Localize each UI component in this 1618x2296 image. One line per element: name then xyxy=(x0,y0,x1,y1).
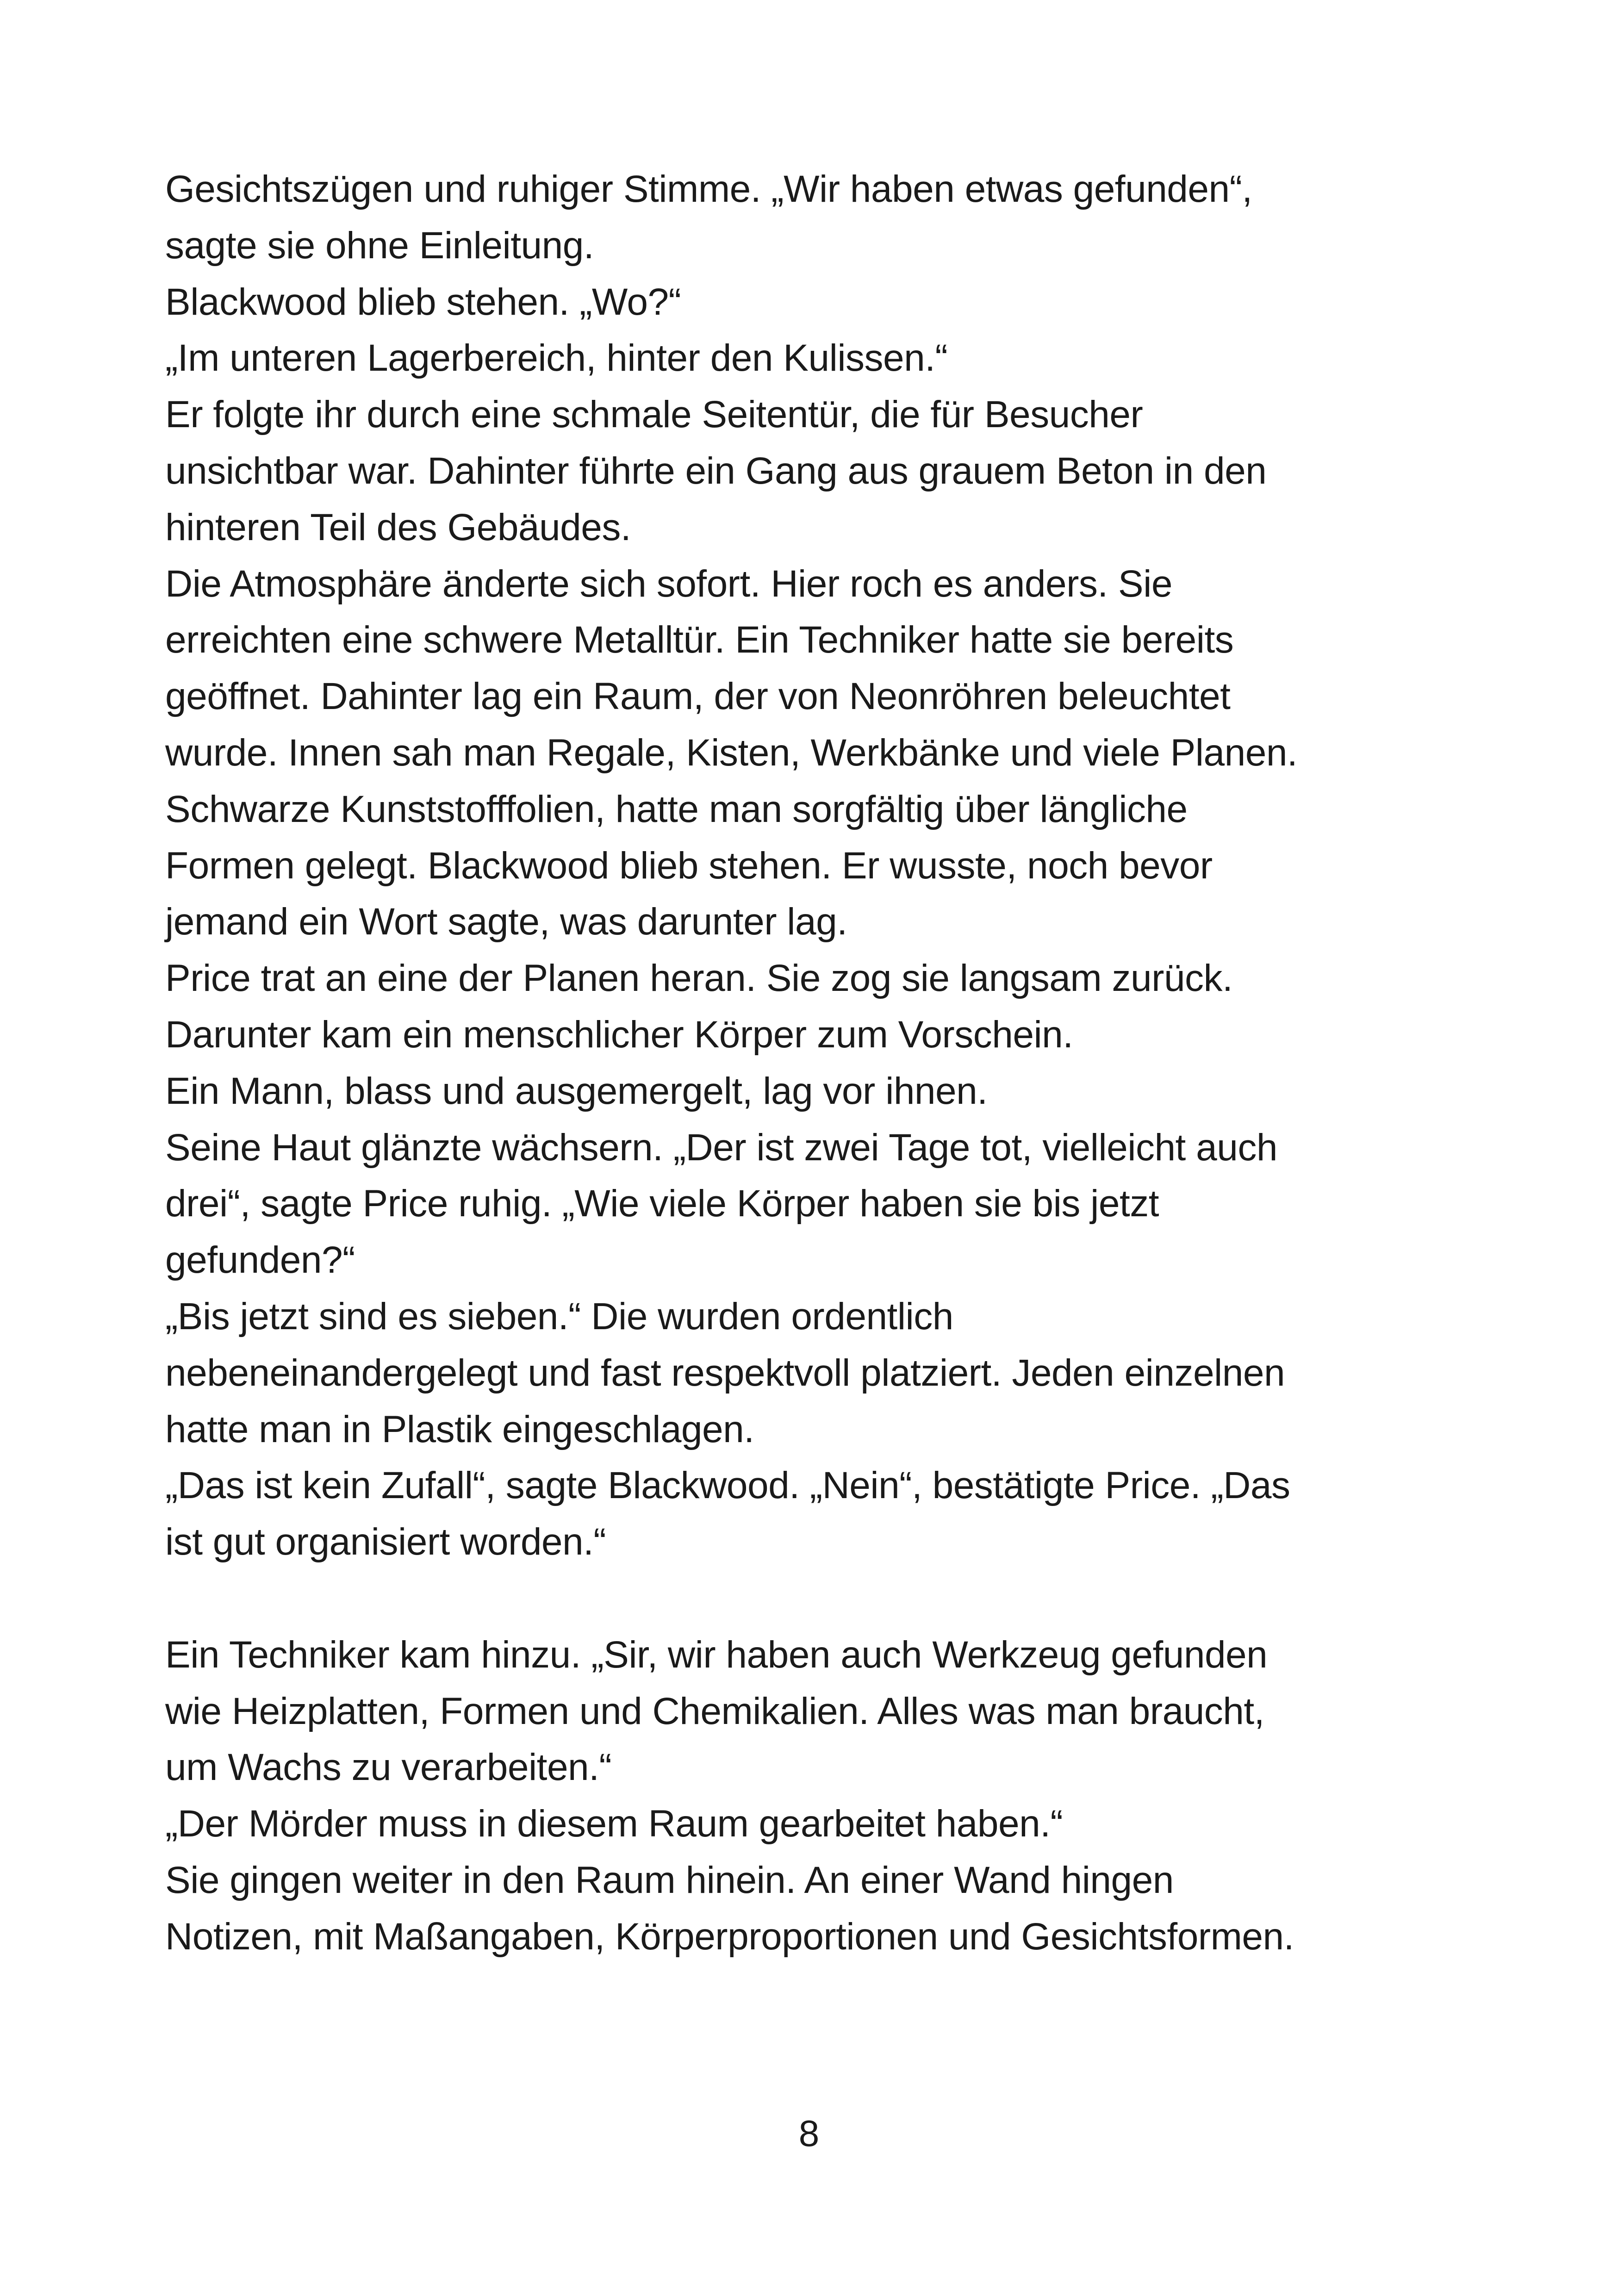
text-line: Price trat an eine der Planen heran. Sie zog sie langsam zurück. xyxy=(165,957,1233,1000)
text-line: Die Atmosphäre änderte sich sofort. Hier roch es anders. Sie xyxy=(165,562,1172,605)
text-line: Seine Haut glänzte wächsern. „Der ist zwei Tage tot, vielleicht auch xyxy=(165,1126,1277,1169)
text-line: jemand ein Wort sagte, was darunter lag. xyxy=(165,901,847,943)
text-line: „Im unteren Lagerbereich, hinter den Kulissen.“ xyxy=(165,337,948,380)
text-line: Formen gelegt. Blackwood blieb stehen. Er wusste, noch bevor xyxy=(165,844,1213,887)
text-line: „Der Mörder muss in diesem Raum gearbeitet haben.“ xyxy=(165,1803,1063,1845)
text-line: Schwarze Kunststofffolien, hatte man sorgfältig über längliche xyxy=(165,788,1188,830)
text-line: hatte man in Plastik eingeschlagen. xyxy=(165,1408,754,1450)
text-line: Er folgte ihr durch eine schmale Seitentür, die für Besucher xyxy=(165,393,1143,436)
text-line: unsichtbar war. Dahinter führte ein Gang aus grauem Beton in den xyxy=(165,449,1267,492)
text-line: ist gut organisiert worden.“ xyxy=(165,1521,606,1563)
text-line: wurde. Innen sah man Regale, Kisten, Werkbänke und viele Planen. xyxy=(165,731,1298,774)
text-line: Blackwood blieb stehen. „Wo?“ xyxy=(165,280,681,323)
text-line: um Wachs zu verarbeiten.“ xyxy=(165,1746,612,1789)
text-line: „Das ist kein Zufall“, sagte Blackwood. „Nein“, bestätigte Price. „Das xyxy=(165,1464,1290,1507)
text-line: Notizen, mit Maßangaben, Körperproportionen und Gesichtsformen. xyxy=(165,1915,1294,1958)
text-line: nebeneinandergelegt und fast respektvoll platziert. Jeden einzelnen xyxy=(165,1351,1285,1394)
text-line: Gesichtszügen und ruhiger Stimme. „Wir haben etwas gefunden“, xyxy=(165,168,1252,210)
text-line: Sie gingen weiter in den Raum hinein. An einer Wand hingen xyxy=(165,1859,1174,1901)
text-line: geöffnet. Dahinter lag ein Raum, der von Neonröhren beleuchtet xyxy=(165,675,1231,718)
text-line: Ein Techniker kam hinzu. „Sir, wir haben auch Werkzeug gefunden xyxy=(165,1633,1268,1676)
text-line: erreichten eine schwere Metalltür. Ein Techniker hatte sie bereits xyxy=(165,619,1234,661)
text-line: drei“, sagte Price ruhig. „Wie viele Körper haben sie bis jetzt xyxy=(165,1182,1159,1225)
body-text xyxy=(165,161,1507,1965)
text-line: wie Heizplatten, Formen und Chemikalien. Alles was man braucht, xyxy=(165,1690,1264,1732)
text-line: gefunden?“ xyxy=(165,1239,355,1282)
page-number: 8 xyxy=(798,2113,820,2154)
text-line: hinteren Teil des Gebäudes. xyxy=(165,506,631,548)
paragraph-gap xyxy=(165,1570,1507,1627)
text-line: „Bis jetzt sind es sieben.“ Die wurden ordentlich xyxy=(165,1295,953,1338)
text-line: sagte sie ohne Einleitung. xyxy=(165,224,594,267)
text-line: Ein Mann, blass und ausgemergelt, lag vor ihnen. xyxy=(165,1070,988,1112)
text-line: Darunter kam ein menschlicher Körper zum Vorschein. xyxy=(165,1013,1073,1056)
